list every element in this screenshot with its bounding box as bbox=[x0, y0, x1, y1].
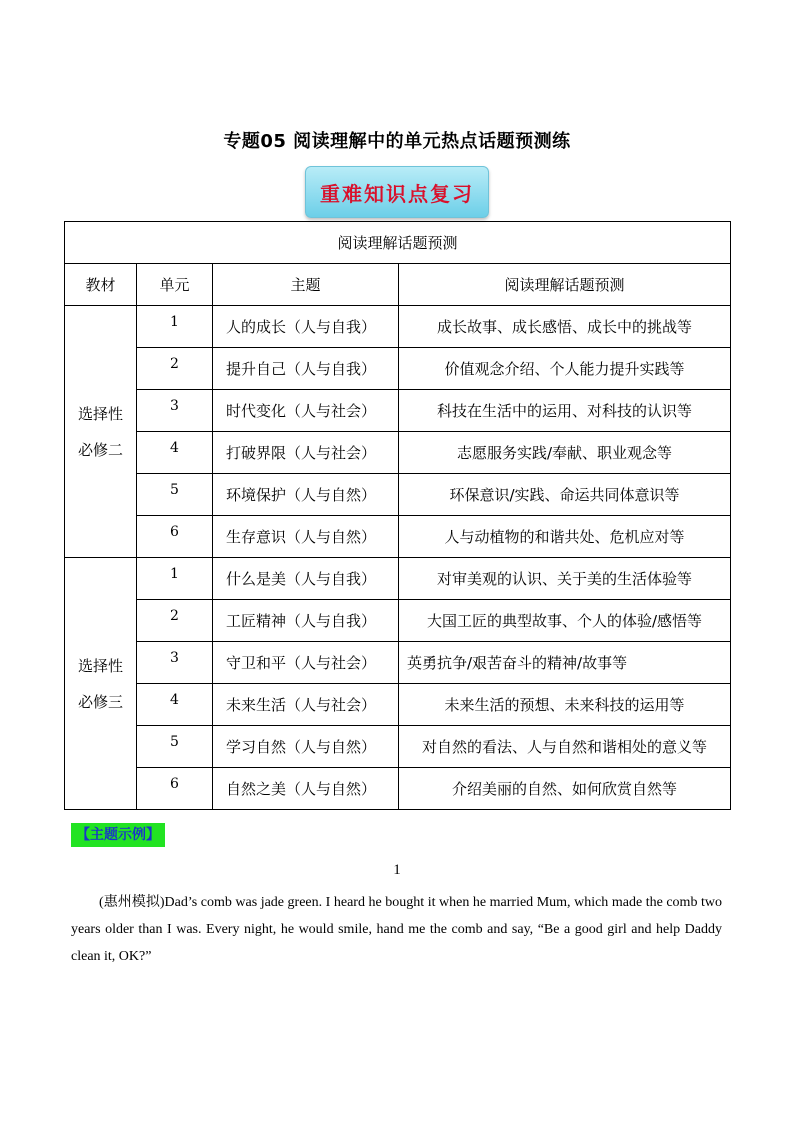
table-row bbox=[65, 726, 731, 768]
topic-cell: 生存意识（人与自然） bbox=[213, 516, 399, 558]
table-row bbox=[65, 768, 731, 810]
prediction-cell: 对自然的看法、人与自然和谐相处的意义等 bbox=[399, 726, 731, 768]
table-row bbox=[65, 558, 731, 600]
textbook-name-line2: 必修二 bbox=[77, 440, 123, 459]
topic-cell: 时代变化（人与社会） bbox=[213, 390, 399, 432]
prediction-cell: 志愿服务实践/奉献、职业观念等 bbox=[399, 432, 731, 474]
prediction-cell: 成长故事、成长感悟、成长中的挑战等 bbox=[399, 306, 731, 348]
header-topic: 主题 bbox=[213, 264, 399, 306]
topic-cell: 环境保护（人与自然） bbox=[213, 474, 399, 516]
table-caption-row bbox=[65, 222, 731, 264]
table-row bbox=[65, 642, 731, 684]
prediction-cell: 价值观念介绍、个人能力提升实践等 bbox=[399, 348, 731, 390]
table-header-row bbox=[65, 264, 731, 306]
unit-cell: 5 bbox=[137, 474, 213, 516]
section-banner bbox=[305, 166, 489, 218]
topic-cell: 未来生活（人与社会） bbox=[213, 684, 399, 726]
header-prediction: 阅读理解话题预测 bbox=[399, 264, 731, 306]
prediction-cell: 科技在生活中的运用、对科技的认识等 bbox=[399, 390, 731, 432]
topic-cell: 自然之美（人与自然） bbox=[213, 768, 399, 810]
unit-cell: 6 bbox=[137, 516, 213, 558]
unit-cell: 2 bbox=[137, 600, 213, 642]
table-caption: 阅读理解话题预测 bbox=[65, 222, 731, 264]
passage-number: 1 bbox=[393, 862, 401, 878]
prediction-cell: 环保意识/实践、命运共同体意识等 bbox=[399, 474, 731, 516]
prediction-cell: 人与动植物的和谐共处、危机应对等 bbox=[399, 516, 731, 558]
unit-cell: 6 bbox=[137, 768, 213, 810]
unit-cell: 1 bbox=[137, 306, 213, 348]
table-row bbox=[65, 348, 731, 390]
textbook-name-line2: 必修三 bbox=[77, 692, 123, 711]
table-row bbox=[65, 390, 731, 432]
prediction-cell: 对审美观的认识、关于美的生活体验等 bbox=[399, 558, 731, 600]
table-row bbox=[65, 306, 731, 348]
unit-cell: 4 bbox=[137, 684, 213, 726]
textbook-name-line1: 选择性 bbox=[77, 404, 123, 423]
header-book: 教材 bbox=[65, 264, 137, 306]
prediction-cell: 大国工匠的典型故事、个人的体验/感悟等 bbox=[399, 600, 731, 642]
table-row bbox=[65, 432, 731, 474]
unit-cell: 3 bbox=[137, 390, 213, 432]
table-row bbox=[65, 600, 731, 642]
topic-cell: 学习自然（人与自然） bbox=[213, 726, 399, 768]
prediction-cell: 英勇抗争/艰苦奋斗的精神/故事等 bbox=[399, 642, 731, 684]
topic-cell: 提升自己（人与自我） bbox=[213, 348, 399, 390]
unit-cell: 5 bbox=[137, 726, 213, 768]
table-row bbox=[65, 474, 731, 516]
prediction-cell: 未来生活的预想、未来科技的运用等 bbox=[399, 684, 731, 726]
table-row bbox=[65, 684, 731, 726]
textbook-name-line1: 选择性 bbox=[77, 656, 123, 675]
topic-cell: 什么是美（人与自我） bbox=[213, 558, 399, 600]
unit-cell: 2 bbox=[137, 348, 213, 390]
textbook-cell bbox=[65, 306, 137, 558]
banner-label: 重难知识点复习 bbox=[320, 181, 474, 206]
topic-cell: 守卫和平（人与社会） bbox=[213, 642, 399, 684]
unit-cell: 1 bbox=[137, 558, 213, 600]
passage-text: (惠州模拟)Dad’s comb was jade green. I heard he bought it when he married Mum, which made the comb two years older than I was. Every night, he would smile, hand me the comb and say, “Be a good girl and help Daddy clean it, OK?” bbox=[71, 895, 722, 964]
topic-cell: 打破界限（人与社会） bbox=[213, 432, 399, 474]
topic-cell: 工匠精神（人与自我） bbox=[213, 600, 399, 642]
topic-prediction-table bbox=[64, 221, 731, 810]
textbook-cell bbox=[65, 558, 137, 810]
page-title: 专题05 阅读理解中的单元热点话题预测练 bbox=[223, 131, 571, 152]
unit-cell: 3 bbox=[137, 642, 213, 684]
header-unit: 单元 bbox=[137, 264, 213, 306]
section-tag: 【主题示例】 bbox=[71, 823, 165, 847]
topic-cell: 人的成长（人与自我） bbox=[213, 306, 399, 348]
unit-cell: 4 bbox=[137, 432, 213, 474]
table-body bbox=[65, 306, 731, 810]
table-row bbox=[65, 516, 731, 558]
prediction-cell: 介绍美丽的自然、如何欣赏自然等 bbox=[399, 768, 731, 810]
